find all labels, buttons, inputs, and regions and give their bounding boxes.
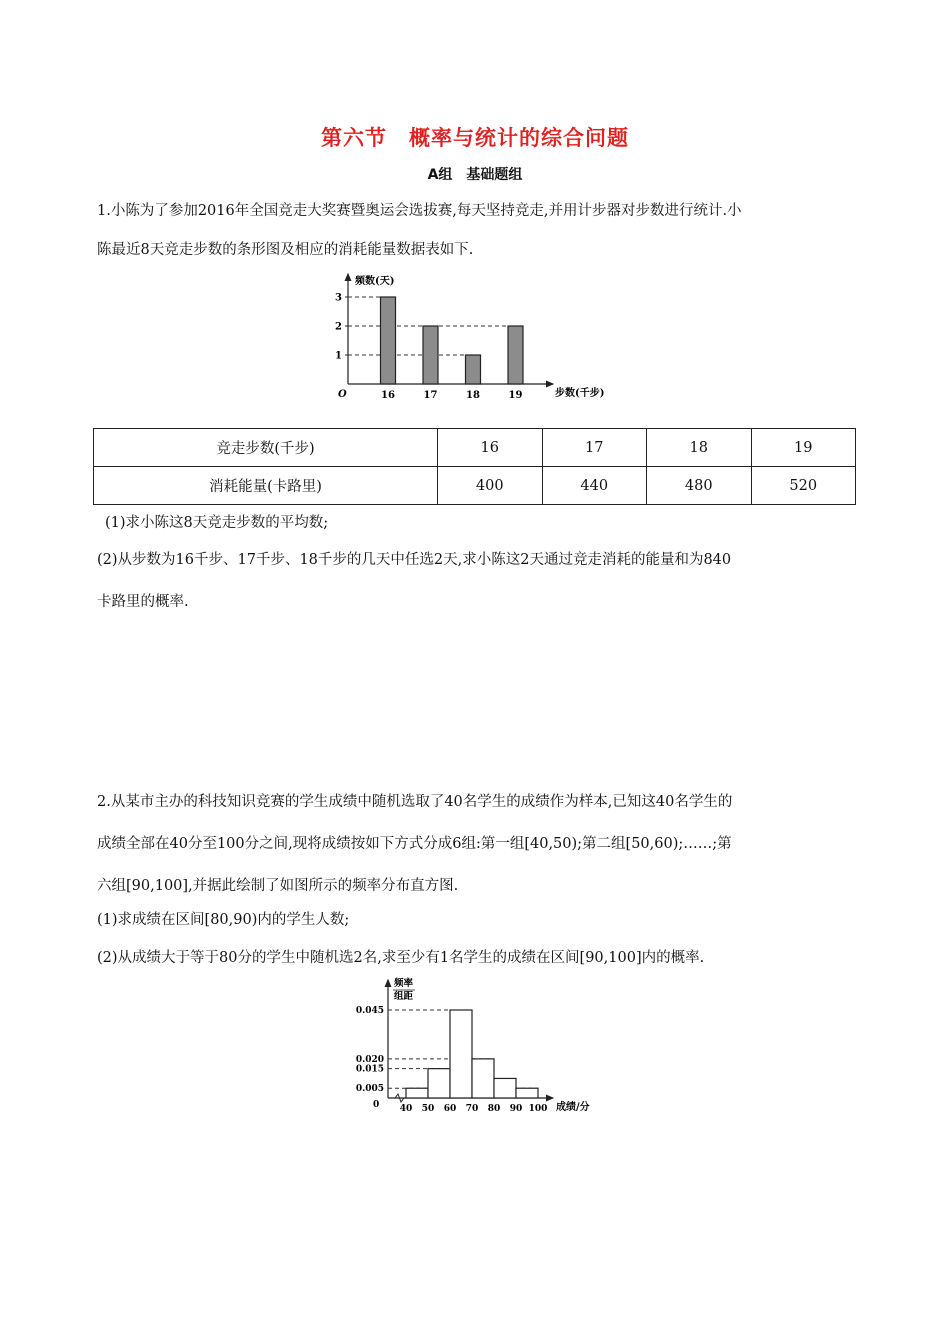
q1-stem-line2: 陈最近8天竞走步数的条形图及相应的消耗能量数据表如下. — [97, 242, 474, 258]
table-cell: 480 — [647, 467, 752, 505]
page-title: 第六节 概率与统计的综合问题 — [321, 126, 629, 150]
y-tick-label: 1 — [335, 350, 342, 362]
x-tick-label: 18 — [466, 390, 480, 401]
table-cell: 19 — [751, 429, 856, 467]
table-cell: 18 — [647, 429, 752, 467]
q1-part2-line2: 卡路里的概率. — [97, 594, 189, 610]
energy-table — [93, 428, 856, 505]
q2-stem-line3: 六组[90,100],并据此绘制了如图所示的频率分布直方图. — [97, 878, 459, 894]
x-tick-label: 100 — [528, 1104, 548, 1114]
group-heading: A组 基础题组 — [427, 167, 523, 183]
q1-part1: (1)求小陈这8天竞走步数的平均数; — [105, 515, 329, 531]
y-tick-label: 3 — [335, 292, 342, 304]
histogram-bar — [428, 1069, 450, 1098]
q2-stem-line2: 成绩全部在40分至100分之间,现将成绩按如下方式分成6组:第一组[40,50);第二组[50,60);……;第 — [97, 836, 732, 852]
frequency-histogram — [345, 976, 615, 1116]
x-axis-label: 步数(千步) — [555, 388, 605, 399]
q2-part1: (1)求成绩在区间[80,90)内的学生人数; — [97, 912, 350, 928]
y-tick-label: 0.015 — [355, 1064, 384, 1075]
histogram-bar — [406, 1088, 428, 1098]
y-axis-label: 频数(天) — [355, 276, 395, 287]
bar-17 — [423, 326, 438, 384]
x-tick-label: 19 — [508, 390, 523, 401]
y-tick-label: 0.045 — [355, 1006, 384, 1016]
x-tick-label: 17 — [423, 390, 438, 401]
origin-label: O — [338, 389, 347, 400]
x-tick-label: 16 — [381, 390, 395, 401]
x-tick-label: 60 — [443, 1104, 457, 1114]
y-tick-label: 2 — [335, 321, 342, 333]
bar-18 — [466, 355, 481, 384]
q2-part2: (2)从成绩大于等于80分的学生中随机选2名,求至少有1名学生的成绩在区间[90,100]内的概率. — [97, 950, 705, 966]
bar-16 — [381, 297, 396, 384]
x-tick-label: 70 — [465, 1104, 479, 1114]
q2-stem-line1: 2.从某市主办的科技知识竞赛的学生成绩中随机选取了40名学生的成绩作为样本,已知这40名学生的 — [97, 794, 733, 810]
y-tick-label: 0.005 — [355, 1084, 384, 1095]
table-cell: 440 — [542, 467, 647, 505]
histogram-bar — [472, 1059, 494, 1098]
x-tick-label: 40 — [399, 1104, 413, 1114]
x-tick-label: 80 — [487, 1104, 501, 1114]
bar-19 — [508, 326, 523, 384]
x-tick-label: 50 — [421, 1104, 435, 1114]
table-cell: 520 — [751, 467, 856, 505]
q1-part2-line1: (2)从步数为16千步、17千步、18千步的几天中任选2天,求小陈这2天通过竞走消耗的能量和为840 — [97, 552, 732, 568]
histogram-bar — [494, 1078, 516, 1098]
table-cell: 17 — [542, 429, 647, 467]
y-tick-label: 0.020 — [355, 1054, 384, 1065]
origin-label: 0 — [373, 1100, 380, 1110]
y-axis-label-top: 频率 — [394, 978, 414, 989]
y-axis-label-bottom: 组距 — [394, 991, 414, 1002]
table-cell: 400 — [438, 467, 543, 505]
q1-stem-line1: 1.小陈为了参加2016年全国竞走大奖赛暨奥运会选拔赛,每天坚持竞走,并用计步器对步数进行统计.小 — [97, 203, 742, 219]
table-row — [94, 467, 856, 505]
step-bar-chart — [335, 268, 625, 408]
histogram-bar — [516, 1088, 538, 1098]
x-axis-label: 成绩/分 — [556, 1102, 590, 1113]
table-header-cell: 竞走步数(千步) — [94, 429, 438, 467]
table-row — [94, 429, 856, 467]
x-tick-label: 90 — [509, 1104, 523, 1114]
table-header-cell: 消耗能量(卡路里) — [94, 467, 438, 505]
histogram-bar — [450, 1010, 472, 1098]
table-cell: 16 — [438, 429, 543, 467]
